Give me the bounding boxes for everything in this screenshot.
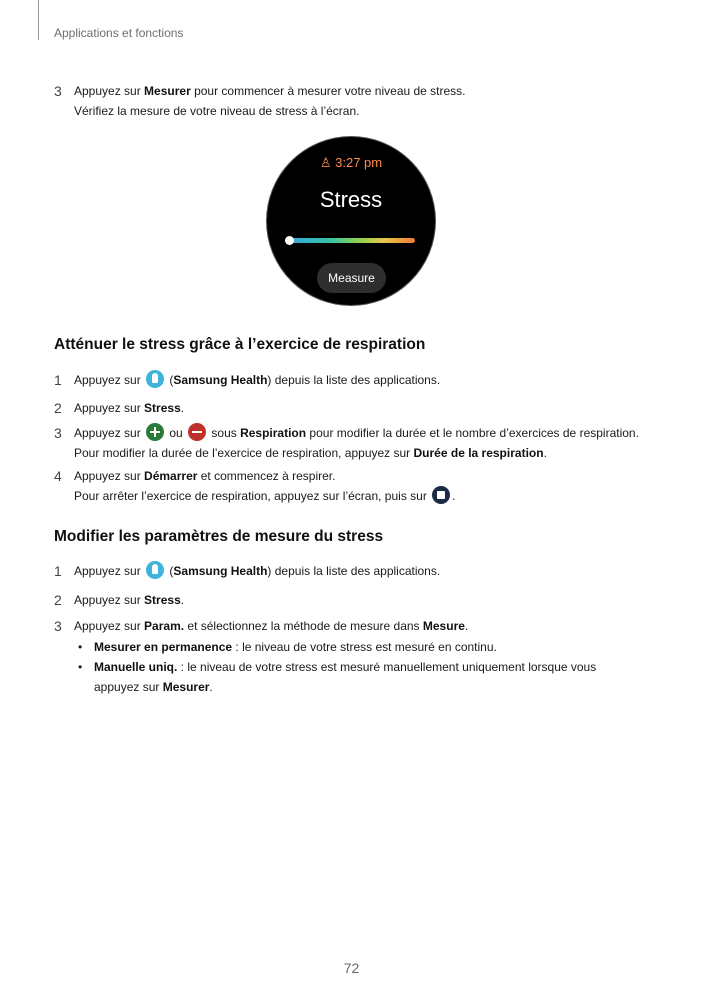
stress-label: Stress <box>144 593 181 607</box>
mesurer-label: Mesurer <box>162 680 210 694</box>
step-text: Appuyez sur <box>74 619 145 633</box>
step-text: pour modifier la durée et le nombre d’exercices de respiration. <box>306 426 639 440</box>
step-text: depuis la liste des applications. <box>271 564 441 578</box>
step-text: Pour modifier la durée de l’exercice de respiration, appuyez sur <box>74 446 414 460</box>
step-text: Appuyez sur <box>74 401 145 415</box>
step-text: Appuyez sur <box>74 373 141 387</box>
section2-title: Modifier les paramètres de mesure du stress <box>54 528 384 545</box>
s2-step3 <box>54 616 468 636</box>
step-number: 3 <box>54 618 62 634</box>
samsung-health-label: Samsung Health <box>173 564 268 578</box>
step-text: ou <box>166 426 187 440</box>
step-text: Appuyez sur <box>74 84 145 98</box>
measure-button[interactable]: Measure <box>317 263 386 293</box>
step-text: Pour arrêter l’exercice de respiration, appuyez sur l’écran, puis sur <box>74 489 427 503</box>
s1-step1 <box>54 370 440 390</box>
stress-gauge-bar <box>291 238 415 243</box>
step-text: Appuyez sur <box>74 564 141 578</box>
paren-open: ( <box>166 373 174 387</box>
step-number: 3 <box>54 425 62 441</box>
samsung-health-icon <box>146 370 164 388</box>
s2-step2 <box>54 590 184 610</box>
measure-label: Mesurer <box>144 84 191 98</box>
add-icon <box>146 423 164 441</box>
bullet-term: Manuelle uniq. <box>94 660 178 674</box>
paren-open: ( <box>166 564 174 578</box>
bullet-dot: • <box>78 660 83 674</box>
param-label: Param. <box>144 619 185 633</box>
watch-time <box>267 155 435 171</box>
respiration-label: Respiration <box>240 426 307 440</box>
step-text: pour commencer à mesurer votre niveau de stress. <box>190 84 466 98</box>
watch-screen <box>266 136 436 306</box>
section-header: Applications et fonctions <box>54 26 184 40</box>
paren-close: ) <box>267 564 272 578</box>
page-number: 72 <box>343 960 360 976</box>
stop-icon <box>432 486 450 504</box>
mesure-label: Mesure <box>422 619 465 633</box>
step-number: 4 <box>54 468 62 484</box>
step-text: . <box>180 593 185 607</box>
s2-step1 <box>54 561 440 581</box>
header-rule <box>38 0 39 40</box>
intro-step <box>54 81 466 121</box>
s1-step2 <box>54 398 184 418</box>
step-text-line2: Vérifiez la mesure de votre niveau de stress à l’écran. <box>74 104 360 118</box>
step-number: 1 <box>54 372 62 388</box>
step-text: Appuyez sur <box>74 593 145 607</box>
demarrer-label: Démarrer <box>144 469 198 483</box>
step-text: sous <box>208 426 241 440</box>
bullet-text: : le niveau de votre stress est mesuré manuellement uniquement lorsque vous <box>177 660 597 674</box>
s1-step4 <box>54 466 456 506</box>
step-text: . <box>180 401 185 415</box>
step-text: et commencez à respirer. <box>197 469 336 483</box>
bullet-text: : le niveau de votre stress est mesuré en continu. <box>232 640 497 654</box>
bullet-item <box>78 637 497 657</box>
step-number: 2 <box>54 400 62 416</box>
step-text: et sélectionnez la méthode de mesure dans <box>184 619 423 633</box>
step-number: 3 <box>54 83 62 99</box>
paren-close: ) <box>267 373 272 387</box>
step-text: . <box>543 446 547 460</box>
step-text: Appuyez sur <box>74 469 145 483</box>
bullet-text: . <box>209 680 213 694</box>
stress-gauge-knob <box>285 236 294 245</box>
samsung-health-label: Samsung Health <box>173 373 268 387</box>
watch-title: Stress <box>319 187 383 212</box>
samsung-health-icon <box>146 561 164 579</box>
person-icon: ♙ <box>319 155 336 170</box>
s1-step3 <box>54 423 639 463</box>
bullet-dot: • <box>78 640 83 654</box>
step-text: . <box>452 489 456 503</box>
watch-time-text: 3:27 pm <box>335 155 383 170</box>
step-text: Appuyez sur <box>74 426 141 440</box>
bullet-term: Mesurer en permanence <box>94 640 233 654</box>
step-text: depuis la liste des applications. <box>271 373 441 387</box>
remove-icon <box>188 423 206 441</box>
step-number: 2 <box>54 592 62 608</box>
bullet-text: appuyez sur <box>94 680 163 694</box>
duree-label: Durée de la respiration <box>413 446 544 460</box>
section1-title: Atténuer le stress grâce à l’exercice de respiration <box>54 336 426 353</box>
step-number: 1 <box>54 563 62 579</box>
stress-label: Stress <box>144 401 181 415</box>
step-text: . <box>464 619 469 633</box>
bullet-item <box>78 657 596 697</box>
